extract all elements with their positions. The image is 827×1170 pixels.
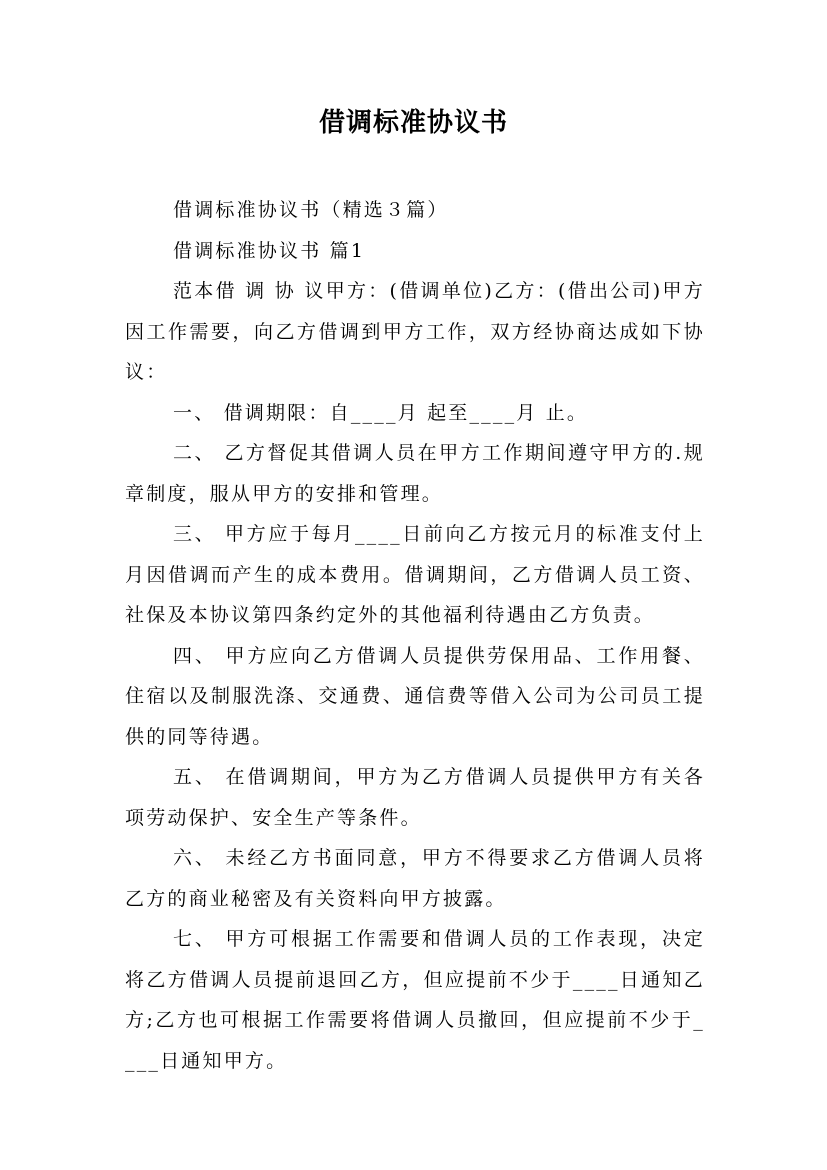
clause-7: 七、 甲方可根据工作需要和借调人员的工作表现，决定将乙方借调人员提前退回乙方，但应提前不少于____日通知乙方;乙方也可根据工作需要将借调人员撤回，但应提前不少于____日通知甲方。 (125, 928, 705, 1072)
clause-4: 四、 甲方应向乙方借调人员提供劳保用品、工作用餐、住宿以及制服洗涤、交通费、通信费等借入公司为公司员工提供的同等待遇。 (125, 644, 705, 748)
document-title: 借调标准协议书 (318, 108, 508, 138)
clause-1: 一、 借调期限：自____月 起至____月 止。 (173, 401, 589, 424)
clause-3: 三、 甲方应于每月____日前向乙方按元月的标准支付上月因借调而产生的成本费用。借调期间，乙方借调人员工资、社保及本协议第四条约定外的其他福利待遇由乙方负责。 (125, 523, 705, 626)
intro-paragraph: 范本借 调 协 议甲方：(借调单位)乙方：(借出公司)甲方因工作需要，向乙方借调到甲方工作，双方经协商达成如下协议： (125, 280, 705, 383)
clause-2: 二、 乙方督促其借调人员在甲方工作期间遵守甲方的.规章制度，服从甲方的安排和管理。 (125, 442, 705, 505)
clause-5: 五、 在借调期间，甲方为乙方借调人员提供甲方有关各项劳动保护、安全生产等条件。 (125, 766, 705, 829)
clause-6: 六、 未经乙方书面同意，甲方不得要求乙方借调人员将乙方的商业秘密及有关资料向甲方披露。 (125, 847, 705, 910)
document-subtitle: 借调标准协议书（精选３篇） (173, 199, 449, 221)
section-heading: 借调标准协议书 篇1 (173, 239, 366, 262)
document-body (125, 190, 705, 1081)
